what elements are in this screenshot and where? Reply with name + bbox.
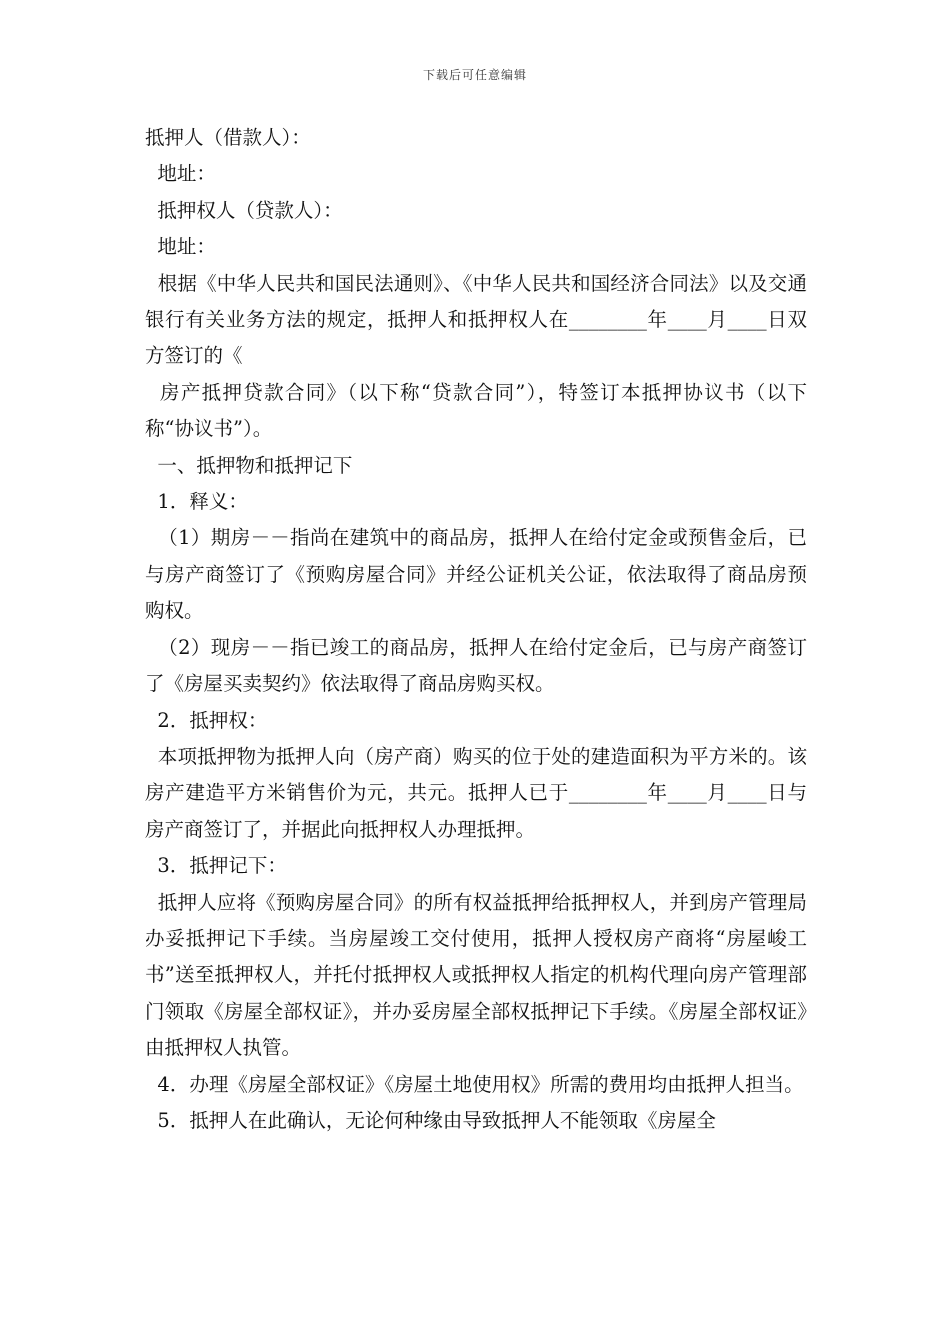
clause-1-item-1: （1）期房－－指尚在建筑中的商品房，抵押人在给付定金或预售金后，已与房产商签订了《预购房屋合同》并经公证机关公证，依法取得了商品房预购权。 xyxy=(145,526,807,623)
mortgagor-address: 地址： xyxy=(145,162,216,186)
preamble-continuation: 房产抵押贷款合同》（以下称“贷款合同”），特签订本抵押协议书（以下称“协议书”）。 xyxy=(145,380,807,441)
party-mortgagee: 抵押权人（贷款人）： xyxy=(145,198,343,222)
clause-2-body: 本项抵押物为抵押人向（房产商）购买的位于处的建造面积为平方米的。该房产建造平方米销售价为元，共元。抵押人已于________年____月____日与房产商签订了，并据此向抵押权人办理抵押。 xyxy=(145,744,807,841)
section-heading-1: 一、抵押物和抵押记下 xyxy=(145,453,353,477)
clause-3-body: 抵押人应将《预购房屋合同》的所有权益抵押给抵押权人，并到房产管理局办妥抵押记下手续。当房屋竣工交付使用，抵押人授权房产商将“房屋峻工书”送至抵押权人，并托付抵押权人或抵押权人指定的机构代理向房产管理部门领取《房屋全部权证》，并办妥房屋全部权抵押记下手续。《房屋全部权证》由抵押权人执管。 xyxy=(145,890,807,1060)
document-body xyxy=(145,120,807,1139)
clause-1-item-2: （2）现房－－指已竣工的商品房，抵押人在给付定金后，已与房产商签订了《房屋买卖契约》依法取得了商品房购买权。 xyxy=(145,635,807,696)
clause-2-heading: 2．抵押权： xyxy=(145,708,268,732)
preamble-paragraph: 根据《中华人民共和国民法通则》、《中华人民共和国经济合同法》以及交通银行有关业务方法的规定，抵押人和抵押权人在________年____月____日双方签订的《 xyxy=(145,271,807,368)
page-header: 下载后可任意编辑 xyxy=(422,68,527,82)
mortgagee-address: 地址： xyxy=(145,235,216,259)
clause-3-heading: 3．抵押记下： xyxy=(145,854,287,878)
party-mortgagor: 抵押人（借款人）： xyxy=(145,126,311,149)
clause-5: 5．抵押人在此确认，无论何种缘由导致抵押人不能领取《房屋全 xyxy=(145,1108,716,1132)
clause-4: 4．办理《房屋全部权证》《房屋土地使用权》所需的费用均由抵押人担当。 xyxy=(145,1072,804,1096)
clause-1-heading: 1．释义： xyxy=(145,490,248,514)
